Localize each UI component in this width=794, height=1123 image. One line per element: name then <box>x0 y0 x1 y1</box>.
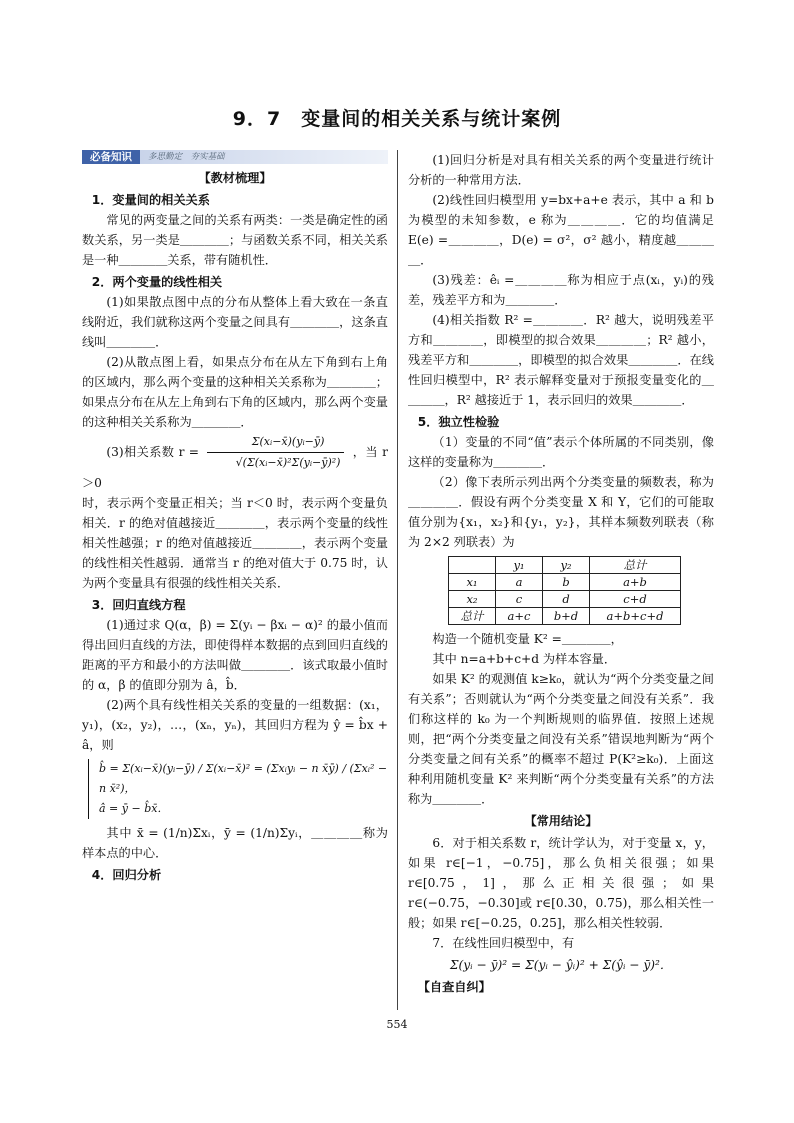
left-column <box>82 150 388 885</box>
r-para-8: 其中 n=a+b+c+d 为样本容量． <box>432 652 617 666</box>
para-6: (1)通过求 Q(α，β) = Σ(yᵢ − βxᵢ − α)² 的最小值而得出回归直线的方法，即使得样本数据的点到回归直线的距离的平方和最小的方法叫做＿＿＿＿．该式取最小值时的 α，β 的值即分别为 â，b̂． <box>82 618 388 692</box>
table-cell: y₂ <box>543 557 590 574</box>
r-para-3: (3)残差：êᵢ =＿＿＿＿称为相应于点(xᵢ，yᵢ)的残差，残差平方和为＿＿＿＿． <box>408 273 714 307</box>
section-banner <box>82 150 388 164</box>
para-7: (2)两个具有线性相关关系的变量的一组数据：(x₁，y₁)，(x₂，y₂)，…，(xₙ，yₙ)，其回归方程为 ŷ = b̂x + â，则 <box>82 698 388 752</box>
table-cell: 总计 <box>449 608 496 625</box>
heading-2: 2．两个变量的线性相关 <box>91 275 223 289</box>
corr-intro: (3)相关系数 r = <box>106 445 199 459</box>
table-row <box>449 574 681 591</box>
table-cell: a+b <box>590 574 681 591</box>
r-para-7: 构造一个随机变量 K² =＿＿＿＿， <box>432 632 623 646</box>
table-cell: a+b+c+d <box>590 608 681 625</box>
table-cell: c+d <box>590 591 681 608</box>
box-title: 【教材梳理】 <box>198 171 272 185</box>
table-row <box>449 591 681 608</box>
heading-5: 5．独立性检验 <box>417 415 500 429</box>
table-cell: y₁ <box>496 557 543 574</box>
corr-formula: $\frac{\text{Σ(xᵢ−x̄)(yᵢ−ȳ)}}{\text{√(Σ(xᵢ−x̄)²Σ(yᵢ−ȳ)²)}}$ <box>207 432 344 473</box>
table-cell: b+d <box>543 608 590 625</box>
table-row <box>449 557 681 574</box>
r-para-5: （1）变量的不同“值”表示个体所属的不同类别，像这样的变量称为＿＿＿＿． <box>408 435 714 469</box>
table-cell: d <box>543 591 590 608</box>
para-1: 常见的两变量之间的关系有两类：一类是确定性的函数关系，另一类是＿＿＿＿；与函数关系不同，相关关系是一种＿＿＿＿关系，带有随机性． <box>82 213 388 267</box>
table-cell <box>449 557 496 574</box>
heading-4: 4．回归分析 <box>91 868 162 882</box>
box-title-selfcheck: 【自查自纠】 <box>417 980 491 994</box>
page-number: 554 <box>386 1018 408 1031</box>
table-cell: x₁ <box>449 574 496 591</box>
table-cell: 总计 <box>590 557 681 574</box>
r-para-10: 6．对于相关系数 r，统计学认为，对于变量 x，y，如果 r∈[−1，−0.75]，那么负相关很强；如果 r∈[0.75，1]，那么正相关很强；如果 r∈(−0.75，−0.30]或 r∈[0.30，0.75)，那么相关性一般；如果 r∈[−0.25，0.25]，那么相关性较弱． <box>408 836 714 930</box>
right-column <box>408 150 714 997</box>
table-cell: c <box>496 591 543 608</box>
r-para-6: （2）像下表所示列出两个分类变量的频数表，称为＿＿＿＿．假设有两个分类变量 X 和 Y，它们的可能取值分别为{x₁，x₂}和{y₁，y₂}，其样本频数列联表（称为 2×2 列联表）为 <box>408 475 714 549</box>
page-title: 9．7 变量间的相关关系与统计案例 <box>232 108 562 130</box>
a-hat-formula: â = ȳ − b̂x̄． <box>99 802 169 815</box>
banner-tail: 多思勤定 夯实基础 <box>140 150 388 164</box>
contingency-table <box>448 556 681 625</box>
heading-1: 1．变量间的相关关系 <box>91 193 210 207</box>
para-3: (2)从散点图上看，如果点分布在从左下角到右上角的区域内，那么两个变量的这种相关关系称为＿＿＿＿；如果点分布在从左上角到右下角的区域内，那么两个变量的这种相关关系称为＿＿＿＿． <box>82 355 388 429</box>
r-para-1: (1)回归分析是对具有相关关系的两个变量进行统计分析的一种常用方法． <box>408 153 714 187</box>
para-8: 其中 x̄ = (1/n)Σxᵢ，ȳ = (1/n)Σyᵢ，＿＿＿＿称为样本点的中心． <box>82 826 388 860</box>
table-cell: a+c <box>496 608 543 625</box>
r-para-9: 如果 K² 的观测值 k≥k₀，就认为“两个分类变量之间有关系”；否则就认为“两个分类变量之间没有关系”．我们称这样的 k₀ 为一个判断规则的临界值．按照上述规则，把“两个分类变量之间没有关系”错误地判断为“两个分类变量之间有关系”的概率不超过 P(K²≥k₀)．上面这种利用随机变量 K² 来判断“两个分类变量有关系”的方法称为＿＿＿＿． <box>408 672 714 806</box>
b-hat-formula: b̂ = Σ(xᵢ−x̄)(yᵢ−ȳ) / Σ(xᵢ−x̄)² = (Σxᵢyᵢ − n x̄ȳ) / (Σxᵢ² − n x̄²)， <box>99 762 388 795</box>
para-2: (1)如果散点图中点的分布从整体上看大致在一条直线附近，我们就称这两个变量之间具有＿＿＿＿，这条直线叫＿＿＿＿． <box>82 295 388 349</box>
box-title-conclusions: 【常用结论】 <box>524 814 598 828</box>
heading-3: 3．回归直线方程 <box>91 598 186 612</box>
regression-formula-block <box>88 759 388 819</box>
r-para-2: (2)线性回归模型用 y=bx+a+e 表示，其中 a 和 b 为模型的未知参数，e 称为＿＿＿＿．它的均值满足 E(e) =＿＿＿＿，D(e) = σ²，σ² 越小，精度越＿＿＿＿． <box>408 193 714 267</box>
table-row <box>449 608 681 625</box>
column-divider <box>397 150 398 1010</box>
para-4 <box>82 432 388 493</box>
r-para-11: 7．在线性回归模型中，有 <box>432 936 575 950</box>
corr-tail: ，当 r＞0 <box>82 445 389 490</box>
table-cell: x₂ <box>449 591 496 608</box>
para-5: 时，表示两个变量正相关；当 r＜0 时，表示两个变量负相关．r 的绝对值越接近＿＿＿＿，表示两个变量的线性相关性越强；r 的绝对值越接近＿＿＿＿，表示两个变量的线性相关性越弱．通常当 r 的绝对值大于 0.75 时，认为两个变量具有很强的线性相关关系． <box>82 496 388 590</box>
r-para-4: (4)相关指数 R² =＿＿＿＿．R² 越大，说明残差平方和＿＿＿＿，即模型的拟合效果＿＿＿＿；R² 越小，残差平方和＿＿＿＿，即模型的拟合效果＿＿＿＿．在线性回归模型中，R² 表示解释变量对于预报变量变化的＿＿＿＿，R² 越接近于 1，表示回归的效果＿＿＿＿． <box>408 313 714 407</box>
table-cell: a <box>496 574 543 591</box>
variance-decomposition: Σ(yᵢ − ȳ)² = Σ(yᵢ − ŷᵢ)² + Σ(ŷᵢ − ȳ)²． <box>449 958 673 972</box>
banner-label: 必备知识 <box>82 150 140 164</box>
table-cell: b <box>543 574 590 591</box>
